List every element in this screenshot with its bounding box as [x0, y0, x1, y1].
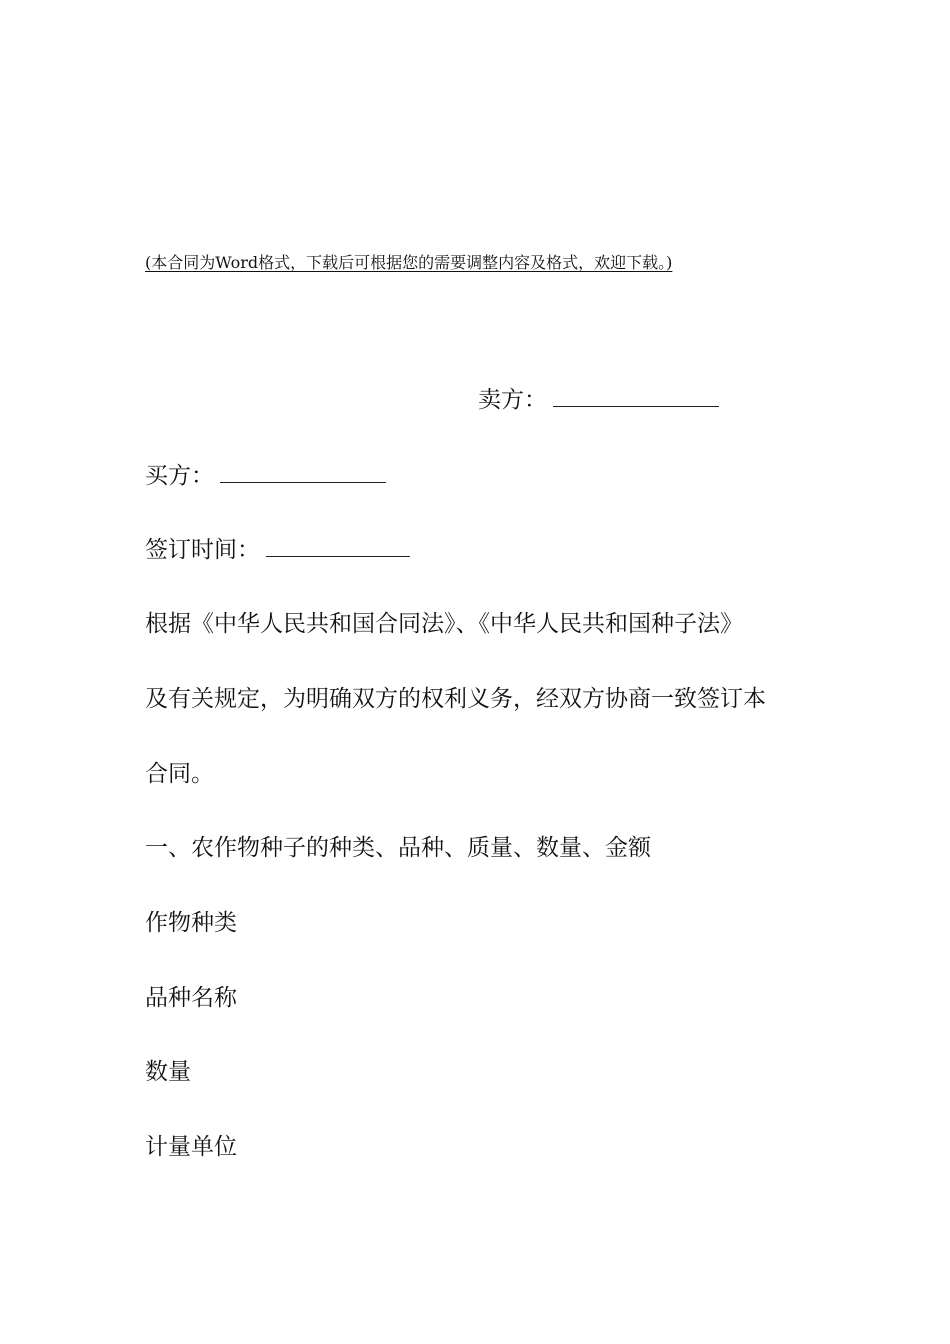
format-note: (本合同为Word格式，下载后可根据您的需要调整内容及格式，欢迎下载。): [145, 253, 673, 272]
intro-line-1: 根据《中华人民共和国合同法》、《中华人民共和国种子法》: [145, 611, 743, 637]
sign-date-label: 签订时间：: [145, 537, 260, 563]
seller-label: 卖方：: [478, 387, 547, 413]
section-1-title: 一、农作物种子的种类、品种、质量、数量、金额: [145, 835, 651, 861]
buyer-label: 买方：: [145, 463, 214, 489]
field-unit: 计量单位: [145, 1134, 237, 1160]
buyer-blank: [220, 460, 386, 483]
intro-line-3: 合同。: [145, 761, 214, 787]
field-quantity: 数量: [145, 1059, 191, 1085]
buyer-line: [145, 460, 386, 492]
seller-blank: [553, 384, 719, 407]
field-variety-name: 品种名称: [145, 985, 237, 1011]
sign-date-blank: [266, 534, 410, 557]
seller-line: [478, 384, 719, 416]
sign-date-line: [145, 534, 410, 566]
intro-line-2: 及有关规定，为明确双方的权利义务，经双方协商一致签订本: [145, 686, 766, 712]
field-crop-type: 作物种类: [145, 910, 237, 936]
